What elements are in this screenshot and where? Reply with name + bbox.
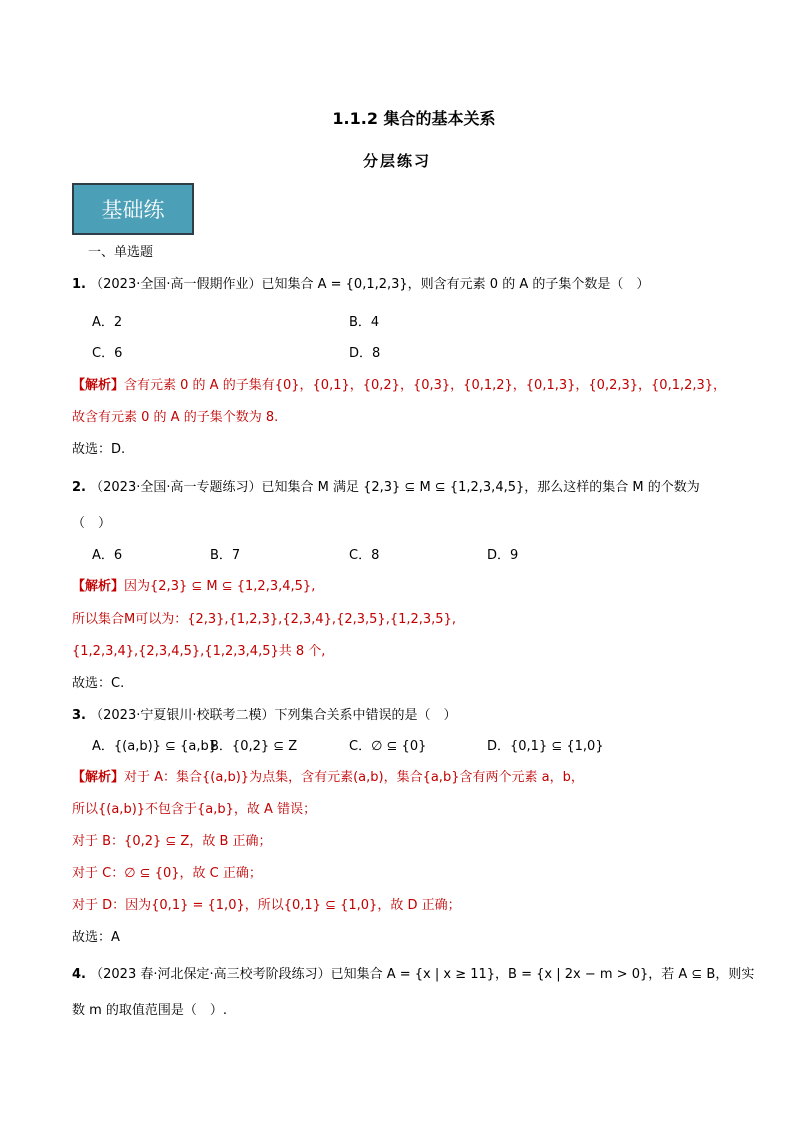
option-c: C．8 bbox=[349, 548, 380, 563]
question-3 bbox=[72, 707, 456, 725]
solution-line: 故含有元素 0 的 A 的子集个数为 8. bbox=[72, 410, 279, 425]
page-subtitle: 分层练习 bbox=[362, 152, 431, 170]
solution-line: {1,2,3,4},{2,3,4,5},{1,2,3,4,5}共 8 个, bbox=[72, 644, 326, 659]
question-text: （2023 春·河北保定·高三校考阶段练习）已知集合 A = {x | x ≥ 11}，B = {x | 2x − m > 0}，若 A ⊆ B，则实 bbox=[90, 967, 755, 982]
option-a: A．6 bbox=[92, 548, 123, 563]
question-text: （2023·全国·高一假期作业）已知集合 A = {0,1,2,3}，则含有元素 0 的 A 的子集个数是（ ） bbox=[90, 277, 650, 292]
question-number: 4. bbox=[72, 967, 86, 982]
solution-line: 对于 C：∅ ⊆ {0}，故 C 正确； bbox=[72, 866, 262, 881]
section-heading: 一、单选题 bbox=[88, 245, 154, 260]
option-d: D．8 bbox=[349, 346, 381, 361]
question-2 bbox=[72, 479, 700, 497]
solution-line: 因为{2,3} ⊆ M ⊆ {1,2,3,4,5}, bbox=[124, 579, 316, 594]
section-badge: 基础练 bbox=[72, 183, 194, 235]
question-text: （2023·全国·高一专题练习）已知集合 M 满足 {2,3} ⊆ M ⊆ {1,2,3,4,5}，那么这样的集合 M 的个数为 bbox=[90, 480, 700, 495]
answer-line: 故选：A bbox=[72, 930, 120, 945]
question-4 bbox=[72, 966, 754, 984]
question-number: 3. bbox=[72, 708, 86, 723]
option-a: A．2 bbox=[92, 315, 123, 330]
question-1 bbox=[72, 276, 649, 294]
solution bbox=[72, 769, 584, 787]
option-d: D．9 bbox=[487, 548, 519, 563]
option-d: D．{0,1} ⊆ {1,0} bbox=[487, 739, 604, 754]
solution-line: 所以{(a,b)}不包含于{a,b}，故 A 错误； bbox=[72, 802, 317, 817]
option-b: B．4 bbox=[349, 315, 380, 330]
option-b: B．7 bbox=[210, 548, 241, 563]
question-text-cont: （ ） bbox=[72, 516, 112, 531]
option-c: C．6 bbox=[92, 346, 123, 361]
option-c: C．∅ ⊆ {0} bbox=[349, 739, 427, 754]
solution bbox=[72, 578, 315, 596]
answer-line: 故选：C. bbox=[72, 676, 125, 691]
question-number: 1. bbox=[72, 277, 86, 292]
solution-line: 对于 D：因为{0,1} = {1,0}，所以{0,1} ⊆ {1,0}，故 D 正确； bbox=[72, 898, 461, 913]
solution-tag: 【解析】 bbox=[72, 378, 125, 393]
answer-line: 故选：D. bbox=[72, 442, 126, 457]
solution bbox=[72, 377, 726, 395]
solution-line: 含有元素 0 的 A 的子集有{0}，{0,1}，{0,2}，{0,3}，{0,1,2}，{0,1,3}，{0,2,3}，{0,1,2,3}， bbox=[124, 378, 727, 393]
solution-line: 对于 A：集合{(a,b)}为点集，含有元素(a,b)，集合{a,b}含有两个元素 a，b， bbox=[124, 770, 584, 785]
option-b: B．{0,2} ⊆ Z bbox=[210, 739, 298, 754]
page-title: 1.1.2 集合的基本关系 bbox=[332, 109, 496, 128]
solution-line: 所以集合M可以为：{2,3},{1,2,3},{2,3,4},{2,3,5},{1,2,3,5}, bbox=[72, 612, 456, 627]
solution-tag: 【解析】 bbox=[72, 770, 125, 785]
question-text: （2023·宁夏银川·校联考二模）下列集合关系中错误的是（ ） bbox=[90, 708, 457, 723]
solution-tag: 【解析】 bbox=[72, 579, 125, 594]
question-text-cont: 数 m 的取值范围是（ ）. bbox=[72, 1003, 228, 1018]
solution-line: 对于 B：{0,2} ⊆ Z，故 B 正确； bbox=[72, 834, 272, 849]
question-number: 2. bbox=[72, 480, 86, 495]
option-a: A．{(a,b)} ⊆ {a,b} bbox=[92, 739, 217, 754]
